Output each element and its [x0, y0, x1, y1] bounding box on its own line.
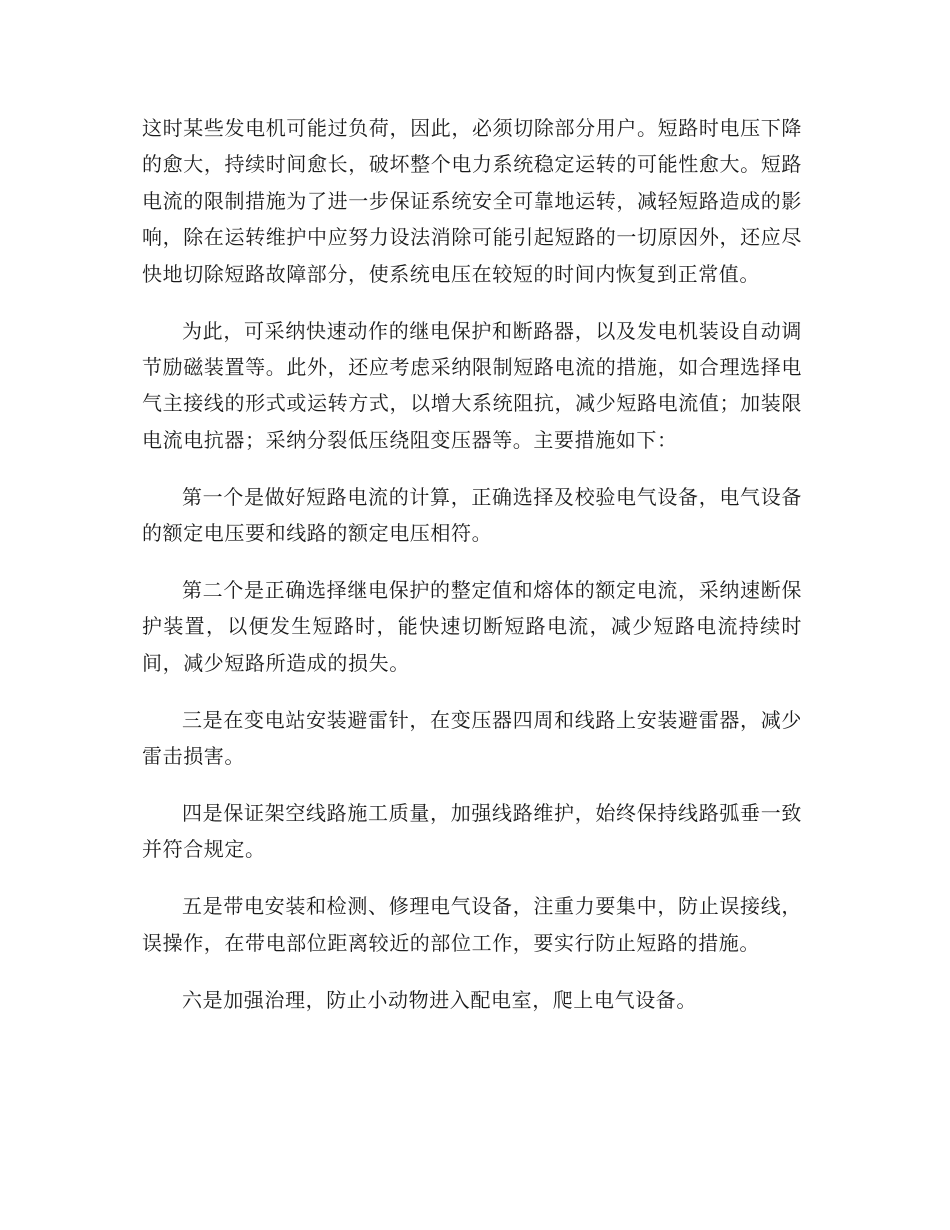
paragraph-measure-5: 五是带电安装和检测、修理电气设备，注重力要集中，防止误接线，误操作，在带电部位距离较近的部位工作，要实行防止短路的措施。 — [142, 894, 802, 955]
paragraph-measures-intro: 为此，可采纳快速动作的继电保护和断路器，以及发电机装设自动调节励磁装置等。此外，还应考虑采纳限制短路电流的措施，如合理选择电气主接线的形式或运转方式，以增大系统阻抗，减少短路电流值；加装限电流电抗器；采纳分裂低压绕阻变压器等。主要措施如下： — [142, 318, 802, 452]
paragraph-measure-2: 第二个是正确选择继电保护的整定值和熔体的额定电流，采纳速断保护装置，以便发生短路时，能快速切断短路电流，减少短路电流持续时间，减少短路所造成的损失。 — [142, 577, 802, 675]
paragraph-continuation: 这时某些发电机可能过负荷，因此，必须切除部分用户。短路时电压下降的愈大，持续时间愈长，破坏整个电力系统稳定运转的可能性愈大。短路电流的限制措施为了进一步保证系统安全可靠地运转，减轻短路造成的影响，除在运转维护中应努力设法消除可能引起短路的一切原因外，还应尽快地切除短路故障部分，使系统电压在较短的时间内恢复到正常值。 — [142, 116, 802, 286]
paragraph-measure-1: 第一个是做好短路电流的计算，正确选择及校验电气设备，电气设备的额定电压要和线路的额定电压相符。 — [142, 484, 802, 546]
paragraph-measure-4: 四是保证架空线路施工质量，加强线路维护，始终保持线路弧垂一致并符合规定。 — [142, 801, 802, 862]
paragraph-measure-3: 三是在变电站安装避雷针，在变压器四周和线路上安装避雷器，减少雷击损害。 — [142, 707, 802, 769]
paragraph-measure-6: 六是加强治理，防止小动物进入配电室，爬上电气设备。 — [182, 987, 697, 1012]
document-body — [142, 110, 802, 1018]
